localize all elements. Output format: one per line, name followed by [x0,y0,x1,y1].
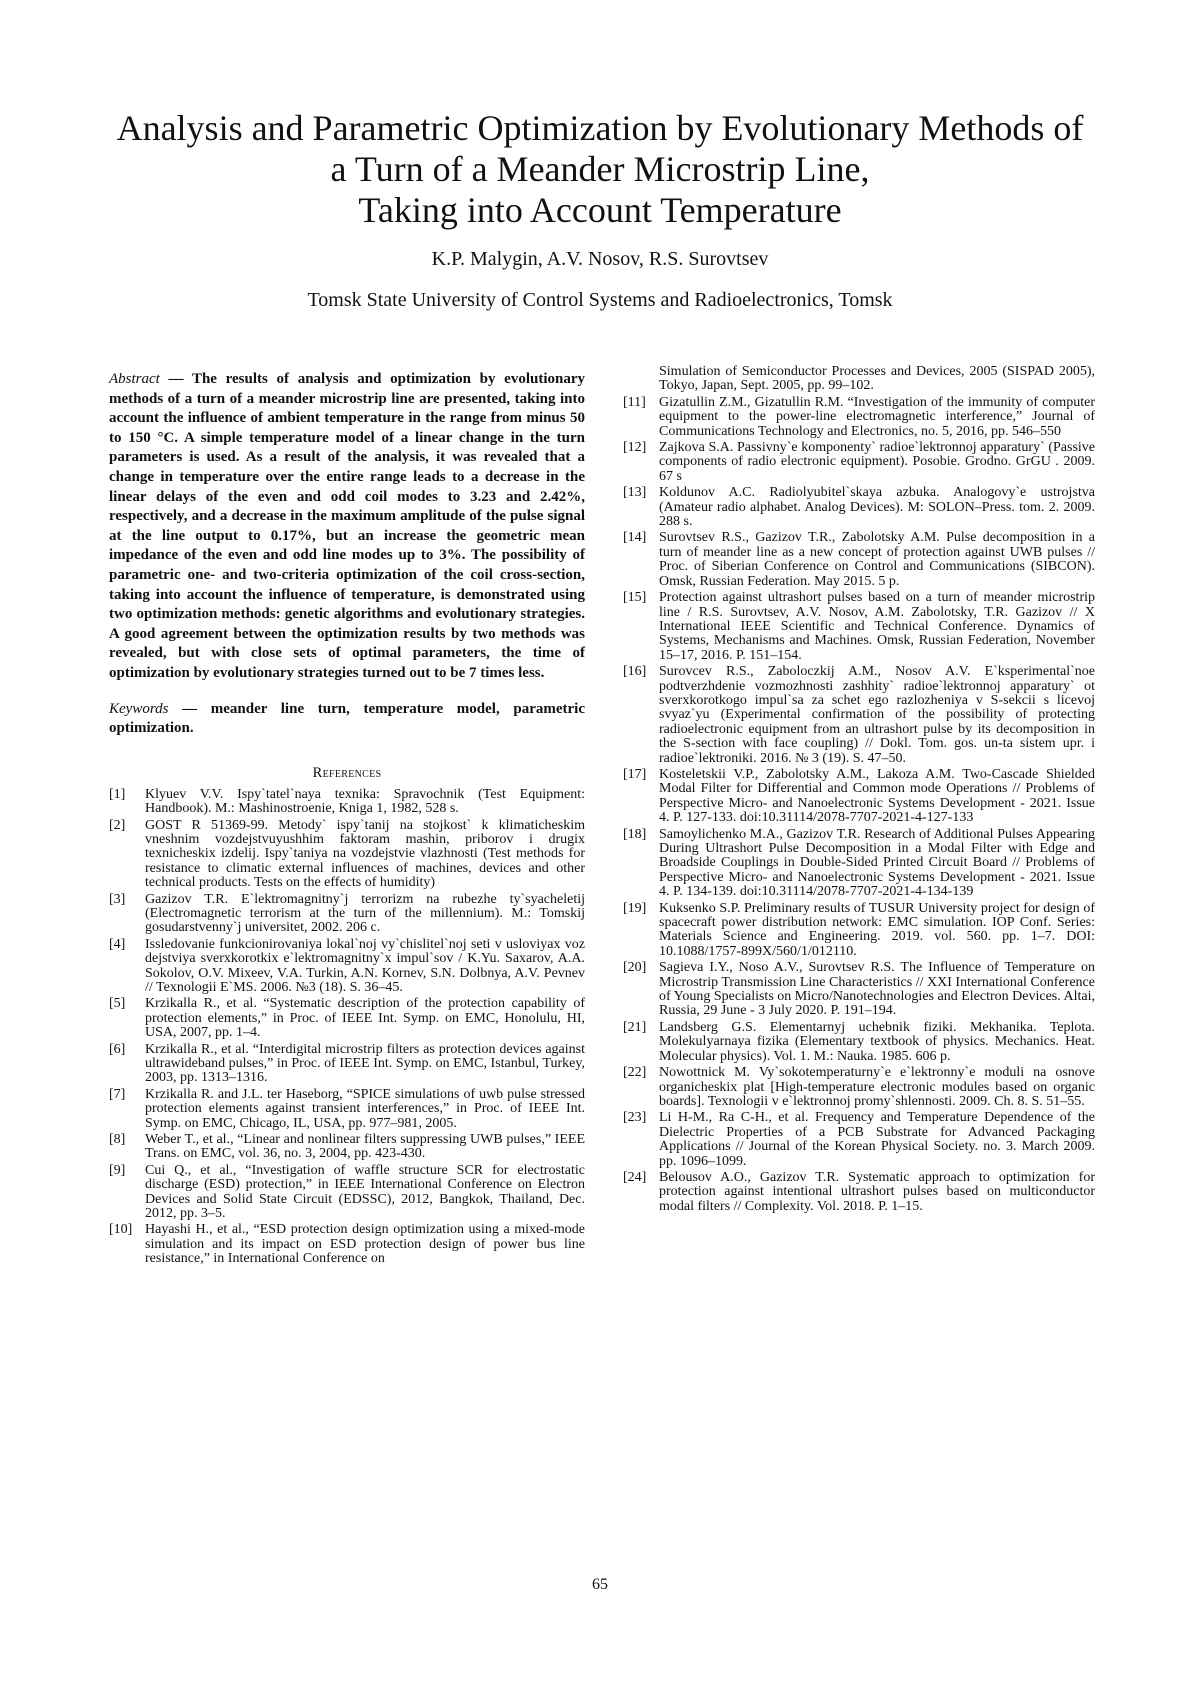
reference-text: Koldunov A.C. Radiolyubitel`skaya azbuka. Analogovy`e ustrojstva (Amateur radio alphabet. Analog Devices). M: SOLON–Press. tom. 2. 2009. 288 s. [659,485,1095,530]
reference-number: [12] [623,440,647,456]
reference-item [623,591,1095,663]
reference-item [623,531,1095,589]
reference-number: [16] [623,664,647,680]
reference-text: Krzikalla R. and J.L. ter Haseborg, “SPICE simulations of uwb pulse stressed protection elements against transient interferences,” in Proc. of IEEE Int. Symp. on EMC, Chicago, IL, USA, pp. 977–981, 2005. [145,1086,585,1131]
reference-item [109,938,585,996]
reference-item [623,961,1095,1019]
reference-text: Kosteletskii V.P., Zabolotsky A.M., Lakoza A.M. Two-Cascade Shielded Modal Filter for Differential and Common mode Operations // Problems of Perspective Micro- and Nanoelectronic Systems Development - 2021. Issue 4. P. 127-133. doi:10.31114/2078-7707-2021-4-127-133 [659,766,1095,826]
reference-number: [10] [109,1222,133,1238]
reference-number: [5] [109,996,126,1012]
reference-number: [21] [623,1019,647,1035]
reference-item [623,441,1095,484]
reference-number: [24] [623,1169,647,1185]
reference-text: Protection against ultrashort pulses based on a turn of meander microstrip line / R.S. Surovtsev, A.V. Nosov, A.M. Zabolotsky, T.R. Gazizov // X International IEEE Scientific and Technical Conference. Dynamics of Systems, Mechanisms and Machines. Omsk, Russian Federation, November 15–17, 2016. P. 151–154. [659,590,1095,663]
reference-number: [15] [623,590,647,606]
reference-text: Gazizov T.R. E`lektromagnitny`j terrorizm na rubezhe ty`syacheletij (Electromagnetic terrorism at the turn of the millennium). M.: Tomskij gosudarstvenny`j universitet, 2002. 206 c. [145,891,585,936]
abstract [109,370,585,684]
reference-number: [6] [109,1041,126,1057]
reference-text: Weber T., et al., “Linear and nonlinear filters suppressing UWB pulses,” IEEE Trans. on EMC, vol. 36, no. 3, 2004, pp. 423-430. [145,1132,585,1162]
keywords-text: — meander line turn, temperature model, parametric optimization. [109,700,585,737]
references-list-left [109,788,585,1267]
reference-text: Surovcev R.S., Zaboloczkij A.M., Nosov A.V. E`ksperimental`noe podtverzhdenie vozmozhnosti zashhity` radioe`lektronnoj apparatury` ot sverxkorotkogo impul`sa za schet ego razlozheniya v S-sekcii s licevoj svyaz`yu (Experimental confirmation of the possibility of protecting radioelectronic equipment from an ultrashort pulse by its decomposition in the S-section with face coupling) // Dokl. Tom. gos. un-ta sistem upr. i radioe`lektroniki. 2016. № 3 (19). S. 47–50. [659,664,1095,766]
reference-text: Li H-M., Ra C-H., et al. Frequency and Temperature Dependence of the Dielectric Properties of a PCB Substrate for Advanced Packaging Applications // Journal of the Korean Physical Society. no. 3. March 2009. pp. 1096–1099. [659,1110,1095,1169]
abstract-text: — The results of analysis and optimization by evolutionary methods of a turn of a meander microstrip line are presented, taking into account the influence of ambient temperature in the range from minus 50 to 150 °C. A simple temperature model of a linear change in the turn parameters is used. As a result of the analysis, it was revealed that a change in temperature over the entire range leads to a decrease in the linear delays of the even and odd coil modes to 3.23 and 2.42%, respectively, and a decrease in the maximum amplitude of the pulse signal at the line output to 0.17%, but an increase the geometric mean impedance of the even and odd line modes up to 3%. The possibility of parametric one- and two-criteria optimization of the coil cross-section, taking into account the influence of temperature, is demonstrated using two optimization methods: genetic algorithms and evolutionary strategies. A good agreement between the optimization results by two methods was revealed, but with close sets of optimal parameters, the time of optimization by evolutionary strategies turned out to be 7 times less. [109,371,585,681]
reference-item [109,1223,585,1266]
reference-item [623,768,1095,826]
reference-item [623,902,1095,960]
reference-text: Zajkova S.A. Passivny`e komponenty` radioe`lektronnoj apparatury` (Passive components of radio electronic equipment). Posobie. Grodno. GrGU . 2009. 67 s [659,440,1095,484]
reference-text: Cui Q., et al., “Investigation of waffle structure SCR for electrostatic discharge (ESD) protection,” in IEEE International Conference on Electron Devices and Solid State Circuit (EDSSC), 2012, Bangkok, Thailand, Dec. 2012, pp. 3–5. [145,1162,585,1222]
reference-number: [20] [623,960,647,976]
reference-text: Kuksenko S.P. Preliminary results of TUSUR University project for design of spacecraft power distribution network: EMC simulation. IOP Conf. Series: Materials Science and Engineering. 2019. vol. 560. pp. 1–7. DOI: 10.1088/1757-899X/560/1/012110. [659,900,1095,959]
reference-number: [4] [109,936,126,952]
reference-text: Gizatullin Z.M., Gizatullin R.M. “Investigation of the immunity of computer equipment to the power-line electromagnetic interference,” Journal of Communications Technology and Electronics, no. 5, 2016, pp. 546–550 [659,394,1095,439]
reference-number: [23] [623,1110,647,1126]
reference-item [109,788,585,817]
reference-number: [11] [623,394,646,410]
keywords [109,700,585,739]
reference-text: Samoylichenko M.A., Gazizov T.R. Research of Additional Pulses Appearing During Ultrashort Pulse Decomposition in a Modal Filter with Edge and Broadside Couplings in Double-Sided Printed Circuit Board // Problems of Perspective Micro- and Nanoelectronic Systems Development - 2021. Issue 4. P. 134-139. doi:10.31114/2078-7707-2021-4-134-139 [659,826,1095,900]
references-heading: References [312,764,382,781]
reference-item [109,1088,585,1131]
reference-number: [3] [109,891,126,907]
reference-item [623,1171,1095,1214]
reference-item [623,396,1095,439]
title-line: a Turn of a Meander Microstrip Line, [330,149,870,189]
keywords-label: Keywords [109,700,169,717]
reference-text: Hayashi H., et al., “ESD protection design optimization using a mixed-mode simulation and its impact on ESD protection design of power bus line resistance,” in International Conference on [145,1222,585,1267]
authors: K.P. Malygin, A.V. Nosov, R.S. Surovtsev [431,248,769,270]
reference-text: Landsberg G.S. Elementarnyj uchebnik fiziki. Mekhanika. Teplota. Molekulyarnaya fizika (Elementary textbook of physics. Mechanics. Heat. Molecular physics). Vol. 1. M.: Nauka. 1985. 606 p. [659,1019,1095,1064]
reference-text: Sagieva I.Y., Noso A.V., Surovtsev R.S. The Influence of Temperature on Microstrip Transmission Line Characteristics // XXI International Conference of Young Specialists on Micro/Nanotechnologies and Electron Devices. Altai, Russia, 29 June - 3 July 2020. P. 191–194. [659,960,1095,1019]
reference-item [623,486,1095,529]
reference-text: Issledovanie funkcionirovaniya lokal`noj vy`chislitel`noj seti v usloviyax voz dejstviya sverxkorotkix e`lektromagnitny`x impul`sov / K.Yu. Saxarov, A.A. Sokolov, O.V. Mixeev, V.A. Turkin, A.N. Kornev, S.N. Dolbnya, A.V. Pevnev // Texnologii E`MS. 2006. №3 (18). S. 36–45. [145,936,585,995]
reference-text: Belousov A.O., Gazizov T.R. Systematic approach to optimization for protection against intentional ultrashort pulses based on multiconductor modal filters // Complexity. Vol. 2018. P. 1–15. [659,1169,1095,1214]
title-line: Taking into Account Temperature [358,190,842,230]
reference-text: Surovtsev R.S., Gazizov T.R., Zabolotsky A.M. Pulse decomposition in a turn of meander line as a new concept of protection against UWB pulses // Proc. of Siberian Conference on Control and Communications (SIBCON). Omsk, Russian Federation. May 2015. 5 p. [659,530,1095,589]
reference-text: Nowottnick M. Vy`sokotemperaturny`e e`lektronny`e moduli na osnove organicheskix plat [High-temperature electronic modules based on organic boards]. Texnologii v e`lektronnoj promy`shlennosti. 2009. Ch. 8. S. 51–55. [659,1065,1095,1109]
reference-number: [17] [623,766,647,782]
reference-item [623,828,1095,900]
paper-title [90,108,1110,231]
reference-text: Krzikalla R., et al. “Systematic description of the protection capability of protection elements,” in Proc. of IEEE Int. Symp. on EMC, Honolulu, HI, USA, 2007, pp. 1–4. [145,996,585,1041]
reference-item [623,1066,1095,1109]
reference-item [623,1021,1095,1064]
reference-number: [22] [623,1065,647,1081]
reference-number: [19] [623,900,647,916]
reference-item [109,1133,585,1162]
reference-number: [7] [109,1086,126,1102]
reference-text: Krzikalla R., et al. “Interdigital microstrip filters as protection devices against ultrawideband pulses,” in Proc. of IEEE Int. Symp. on EMC, Istanbul, Turkey, 2003, pp. 1313–1316. [145,1041,585,1086]
reference-item [109,1043,585,1086]
reference-item [109,893,585,936]
reference-text: Klyuev V.V. Ispy`tatel`naya texnika: Spravochnik (Test Equipment: Handbook). M.: Mashinostroenie, Kniga 1, 1982, 528 s. [145,786,585,817]
reference-number: [1] [109,786,126,802]
title-line: Analysis and Parametric Optimization by Evolutionary Methods of [116,108,1084,148]
reference-number: [18] [623,826,647,842]
reference-number: [9] [109,1162,126,1178]
reference-number: [13] [623,485,647,501]
reference-text: GOST R 51369-99. Metody` ispy`tanij na stojkost` k klimaticheskim vneshnim vozdejstvuyushhim faktoram mashin, priborov i drugix texnicheskix izdelij. Ispy`taniya na vozdejstvie vlazhnosti (Test methods for resistance to climatic external influences of machines, devices and other technical products. Tests on the effects of humidity) [145,817,585,891]
reference-item [623,665,1095,766]
reference-number: [14] [623,530,647,546]
affiliation: Tomsk State University of Control Systems and Radioelectronics, Tomsk [307,289,893,311]
left-column [109,370,585,1269]
reference-item [109,819,585,891]
right-column [623,365,1095,1216]
reference-number: [2] [109,817,126,833]
abstract-label: Abstract [109,371,160,387]
reference-item [623,1111,1095,1169]
references-list-right [623,396,1095,1214]
reference-item [109,1164,585,1222]
reference-continuation: Simulation of Semiconductor Processes and Devices, 2005 (SISPAD 2005), Tokyo, Japan, Sept. 2005, pp. 99–102. [659,364,1095,394]
reference-number: [8] [109,1132,126,1148]
page-number: 65 [592,1576,608,1593]
reference-item [109,997,585,1040]
